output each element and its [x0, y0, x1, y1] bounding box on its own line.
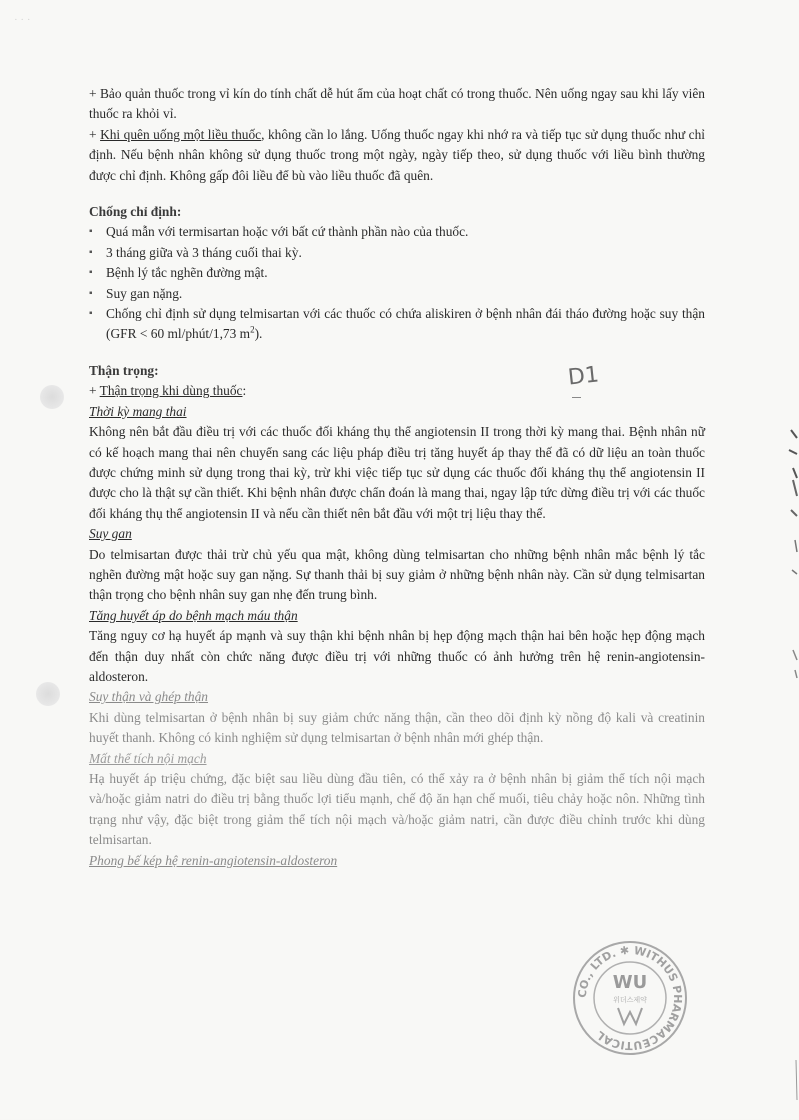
contraindication-item-suffix: ). [254, 326, 263, 342]
contraindication-item: ▪ 3 tháng giữa và 3 tháng cuối thai kỳ. [89, 243, 705, 263]
document-body [89, 84, 705, 871]
storage-paragraph: + Bảo quản thuốc trong vỉ kín do tính chất dễ hút ẩm của hoạt chất có trong thuốc. Nên uống ngay sau khi lấy viên thuốc ra khỏi vỉ. [89, 86, 705, 122]
section-title-renal: Suy thận và ghép thận [89, 689, 209, 705]
handwritten-dash [572, 397, 581, 398]
contraindication-item: ▪ Bệnh lý tắc nghẽn đường mật. [89, 263, 705, 283]
section-text-renovascular: Tăng nguy cơ hạ huyết áp mạnh và suy thận khi bệnh nhân bị hẹp động mạch thận hai bên hoặc hẹp động mạch đến thận duy nhất còn chức năng được điều trị với những thuốc có ảnh hưởng trên hệ renin-angiotensin-aldosteron. [89, 628, 705, 684]
contraindication-item: ▪ Suy gan nặng. [89, 284, 705, 304]
section-title-raas-blockade: Phong bế kép hệ renin-angiotensin-aldosteron [89, 852, 338, 868]
stamp-logo-icon [618, 1008, 642, 1024]
contraindications-heading: Chống chỉ định: [89, 204, 182, 220]
scan-corner-mark: · · · [14, 14, 31, 26]
contraindication-item [89, 304, 705, 345]
precautions-heading: Thận trọng: [89, 362, 159, 378]
section-title-renovascular: Tăng huyết áp do bệnh mạch máu thận [89, 607, 298, 623]
section-text-renal: Khi dùng telmisartan ở bệnh nhân bị suy giảm chức năng thận, cần theo dõi định kỳ nồng độ kali và creatinin huyết thanh. Không có kinh nghiệm sử dụng telmisartan ở bệnh nhân mới ghép thận. [89, 709, 705, 746]
contraindication-item: ▪ Quá mẫn với termisartan hoặc với bất cứ thành phần nào của thuốc. [89, 222, 705, 242]
contraindication-item-text: Chống chỉ định sử dụng telmisartan với các thuốc có chứa aliskiren ở bệnh nhân đái tháo đường hoặc suy thận (GFR < 60 ml/phút/1,73 m [106, 306, 705, 342]
punch-hole [36, 682, 60, 706]
stamp-center-sub: 위더스제약 [613, 996, 647, 1004]
precautions-sub-suffix: : [242, 383, 247, 399]
superscript: 2 [250, 325, 255, 335]
handwritten-mark: D1 [566, 362, 601, 391]
precautions-sub-underlined: Thận trọng khi dùng thuốc [99, 383, 243, 399]
precautions-sub-prefix: + [89, 383, 100, 399]
missed-dose-paragraph [89, 125, 705, 186]
section-title-pregnancy: Thời kỳ mang thai [89, 403, 187, 419]
missed-dose-underlined: Khi quên uống một liều thuốc [100, 126, 262, 142]
section-title-volume-depletion: Mất thể tích nội mạch [89, 750, 207, 766]
section-text-pregnancy: Không nên bắt đầu điều trị với các thuốc đối kháng thụ thể angiotensin II trong thời kỳ mang thai. Bệnh nhân nữ có kế hoạch mang thai nên chuyển sang các liệu pháp điều trị tăng huyết áp thay thế đã có dữ liệu an toàn thuốc được chứng minh sử dụng trong thai kỳ, trừ khi việc tiếp tục sử dụng các thuốc đối kháng thụ thể angiotensin II được cho là thật sự cần thiết. Khi bệnh nhân được chẩn đoán là mang thai, ngay lập tức dừng điều trị với các thuốc đối kháng thụ thể angiotensin II và nếu cần thiết nên bắt đầu với một trị liệu thay thế. [89, 424, 705, 521]
stamp-ring-text: CO., LTD. ✱ WITHUS PHARMACEUTICAL [575, 943, 685, 1053]
missed-dose-prefix: + [89, 126, 101, 142]
punch-hole [40, 385, 64, 409]
section-text-hepatic: Do telmisartan được thải trừ chủ yếu qua mật, không dùng telmisartan cho những bệnh nhân mắc bệnh lý tắc nghẽn đường mật hoặc suy gan nặng. Sự thanh thải bị suy giảm ở những bệnh nhân này. Cần sử dụng telmisartan thận trọng cho bệnh nhân suy gan nhẹ đến trung bình. [89, 546, 705, 603]
missed-dose-text: , không cần lo lắng. Uống thuốc ngay khi nhớ ra và tiếp tục sử dụng thuốc như chỉ định. Nếu bệnh nhân không sử dụng thuốc trong một ngày, ngày tiếp theo, sử dụng thuốc với liều bình thường được chỉ định. Không gấp đôi liều để bù vào liều thuốc đã quên. [89, 126, 706, 183]
section-text-volume-depletion: Hạ huyết áp triệu chứng, đặc biệt sau liều dùng đầu tiên, có thể xảy ra ở bệnh nhân bị giảm thể tích nội mạch và/hoặc giảm natri do điều trị bằng thuốc lợi tiểu mạnh, chế độ ăn hạn chế muối, tiêu chảy hoặc nôn. Những tình trạng như vậy, đặc biệt trong giảm thể tích nội mạch và/hoặc giảm natri, cần được điều chỉnh trước khi dùng telmisartan. [89, 771, 705, 848]
section-title-hepatic: Suy gan [89, 526, 132, 542]
scan-edge-marks [769, 420, 799, 1120]
company-stamp [570, 938, 690, 1058]
precautions-subheading [89, 381, 705, 401]
stamp-center-text: WU [612, 972, 648, 993]
